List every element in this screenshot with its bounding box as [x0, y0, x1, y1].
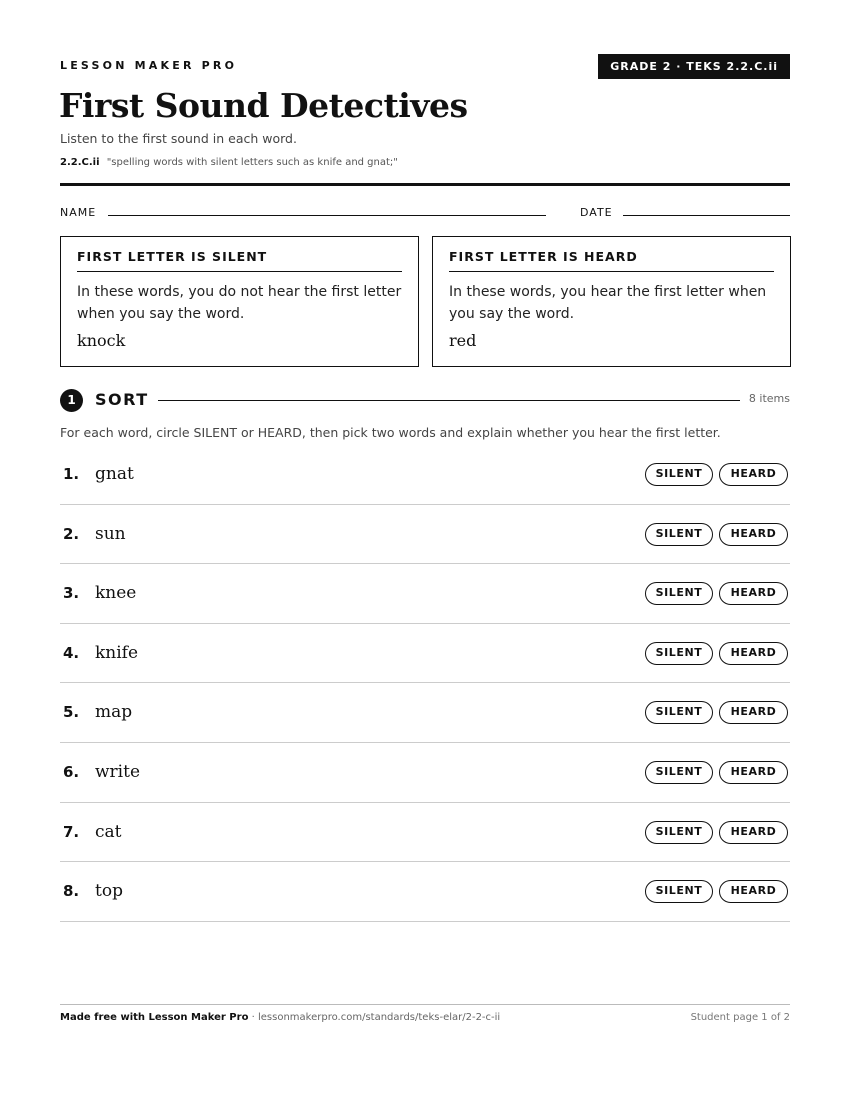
item-word: knife [95, 642, 139, 663]
sort-item [60, 445, 790, 505]
sort-item [60, 743, 790, 803]
silent-option[interactable]: SILENT [645, 642, 713, 665]
grade-badge: GRADE 2 · TEKS 2.2.C.ii [598, 54, 790, 79]
sort-item [60, 862, 790, 922]
sort-item [60, 624, 790, 684]
heard-option[interactable]: HEARD [719, 761, 788, 784]
item-number: 8. [63, 882, 80, 901]
silent-option[interactable]: SILENT [645, 463, 713, 486]
silent-rule-box [60, 236, 419, 367]
item-word: cat [95, 821, 122, 842]
item-number: 4. [63, 643, 80, 662]
standard-text: "spelling words with silent letters such as knife and gnat;" [106, 157, 398, 168]
silent-option[interactable]: SILENT [645, 582, 713, 605]
item-number: 7. [63, 822, 80, 841]
silent-option[interactable]: SILENT [645, 701, 713, 724]
standard-reference [60, 157, 398, 168]
heard-option[interactable]: HEARD [719, 642, 788, 665]
box-description: In these words, you hear the first letter when you say the word. [449, 284, 767, 322]
footer-credit [60, 1012, 500, 1023]
item-word: write [95, 761, 141, 782]
item-word: gnat [95, 464, 134, 484]
standard-code: 2.2.C.ii [60, 157, 100, 168]
box-heading: FIRST LETTER IS HEARD [449, 249, 774, 272]
sort-item [60, 683, 790, 743]
section-divider [158, 400, 740, 401]
section-instructions: For each word, circle SILENT or HEARD, then pick two words and explain whether you hear the first letter. [60, 425, 721, 440]
item-word: top [95, 881, 123, 902]
item-number: 2. [63, 524, 80, 543]
footer-made-with: Made free with Lesson Maker Pro [60, 1012, 249, 1023]
heard-rule-box [432, 236, 791, 367]
heard-option[interactable]: HEARD [719, 821, 788, 844]
box-description: In these words, you do not hear the first letter when you say the word. [77, 284, 402, 322]
section-title: SORT [95, 390, 149, 409]
item-number: 5. [63, 703, 80, 722]
silent-option[interactable]: SILENT [645, 880, 713, 903]
item-number: 1. [63, 465, 80, 483]
item-count: 8 items [748, 392, 790, 405]
item-word: knee [95, 583, 137, 604]
item-word: map [95, 702, 133, 723]
heard-option[interactable]: HEARD [719, 701, 788, 724]
page-subtitle: Listen to the first sound in each word. [60, 131, 297, 146]
date-field[interactable] [623, 215, 790, 216]
name-field[interactable] [108, 215, 546, 216]
heard-option[interactable]: HEARD [719, 582, 788, 605]
silent-option[interactable]: SILENT [645, 523, 713, 546]
silent-option[interactable]: SILENT [645, 761, 713, 784]
brand-name: LESSON MAKER PRO [60, 59, 238, 72]
header-divider [60, 183, 790, 186]
page-indicator: Student page 1 of 2 [690, 1012, 790, 1023]
item-number: 6. [63, 762, 80, 781]
name-label: NAME [60, 206, 97, 219]
sort-item-list [60, 445, 790, 922]
box-example-word: knock [77, 331, 126, 350]
item-number: 3. [63, 584, 80, 603]
sort-item [60, 564, 790, 624]
page-title: First Sound Detectives [59, 86, 468, 125]
footer-divider [60, 1004, 790, 1005]
silent-option[interactable]: SILENT [645, 821, 713, 844]
box-heading: FIRST LETTER IS SILENT [77, 249, 402, 272]
heard-option[interactable]: HEARD [719, 523, 788, 546]
sort-item [60, 505, 790, 565]
footer-separator: · [248, 1012, 258, 1023]
sort-item [60, 803, 790, 863]
item-word: sun [95, 523, 126, 544]
heard-option[interactable]: HEARD [719, 880, 788, 903]
section-number-badge: 1 [60, 389, 83, 412]
date-label: DATE [580, 206, 613, 219]
heard-option[interactable]: HEARD [719, 463, 788, 486]
footer-url[interactable]: lessonmakerpro.com/standards/teks-elar/2-2-c-ii [257, 1012, 501, 1023]
box-example-word: red [449, 331, 477, 350]
